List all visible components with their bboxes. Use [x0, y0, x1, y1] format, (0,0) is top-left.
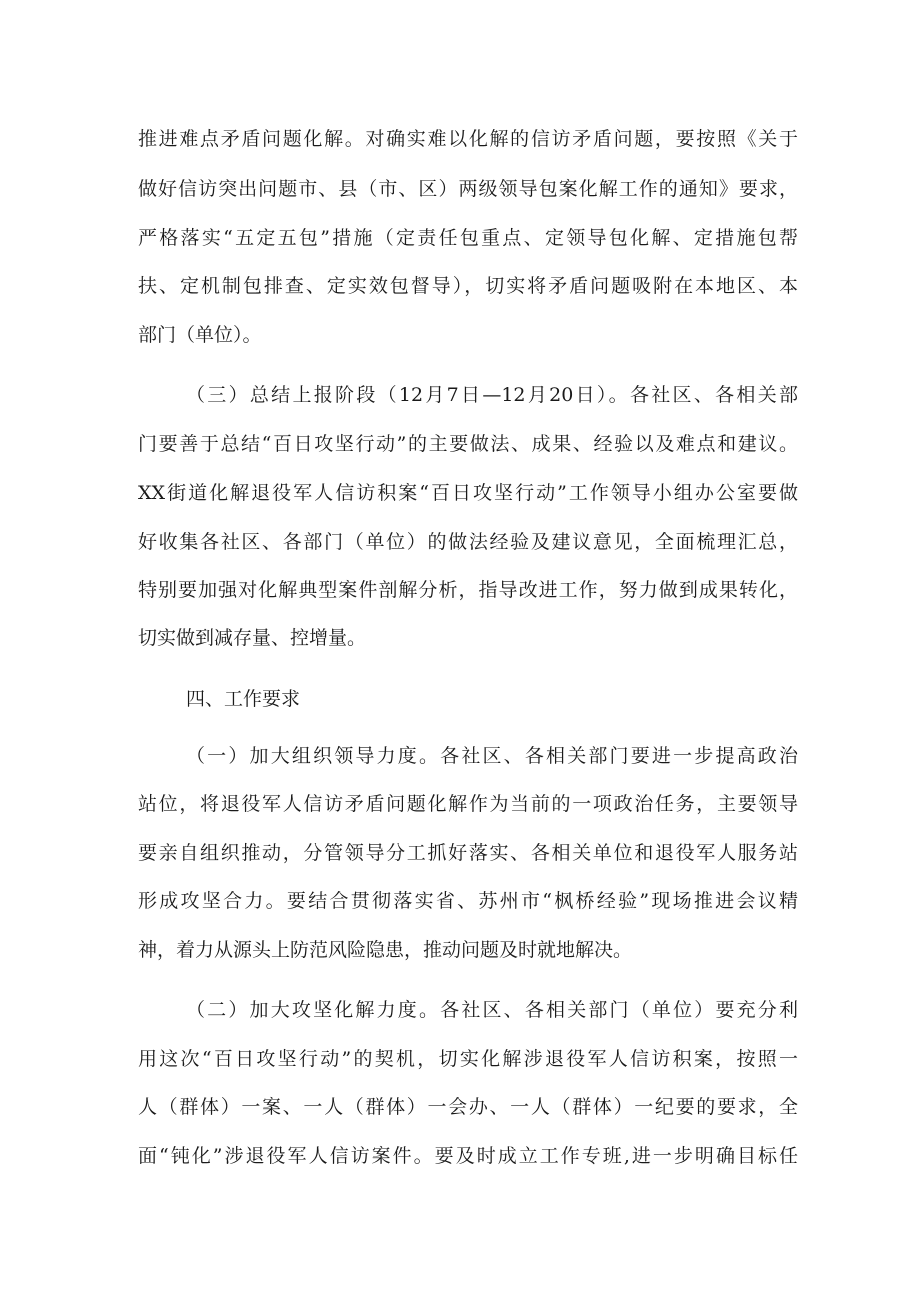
body-text-line: 严格落实“五定五包”措施（定责任包重点、定领导包化解、定措施包帮 [138, 227, 798, 249]
body-text-line: 部门（单位）。 [138, 324, 262, 346]
body-text-line: 面“钝化”涉退役军人信访案件。要及时成立工作专班,进一步明确目标任 [138, 1145, 798, 1167]
body-text-line: 推进难点矛盾问题化解。对确实难以化解的信访矛盾问题，要按照《关于 [138, 128, 798, 150]
body-text-line: 扶、定机制包排查、定实效包督导），切实将矛盾问题吸附在本地区、本 [138, 275, 798, 297]
body-text-line: （二）加大攻坚化解力度。各社区、各相关部门（单位）要充分利 [186, 999, 798, 1021]
body-text-line: 形成攻坚合力。要结合贯彻落实省、苏州市“枫桥经验”现场推进会议精 [138, 890, 798, 912]
body-text-line: 切实做到减存量、控增量。 [138, 627, 367, 649]
body-text-line: 要亲自组织推动，分管领导分工抓好落实、各相关单位和退役军人服务站 [138, 842, 798, 864]
body-text-line: 神，着力从源头上防范风险隐患，推动问题及时就地解决。 [138, 939, 633, 961]
body-text-line: 做好信访突出问题市、县（市、区）两级领导包案化解工作的通知》要求， [138, 178, 798, 200]
body-text-line: 站位，将退役军人信访矛盾问题化解作为当前的一项政治任务，主要领导 [138, 793, 798, 815]
body-text-line: 人（群体）一案、一人（群体）一会办、一人（群体）一纪要的要求，全 [138, 1096, 798, 1118]
body-text-line: （一）加大组织领导力度。各社区、各相关部门要进一步提高政治 [186, 745, 798, 767]
body-text-line: 门要善于总结“百日攻坚行动”的主要做法、成果、经验以及难点和建议。 [138, 433, 798, 455]
body-text-line: 好收集各社区、各部门（单位）的做法经验及建议意见，全面梳理汇总， [138, 531, 798, 553]
body-text-line: XX街道化解退役军人信访积案“百日攻坚行动”工作领导小组办公室要做 [138, 482, 798, 504]
body-text-line: 用这次“百日攻坚行动”的契机，切实化解涉退役军人信访积案，按照一 [138, 1048, 798, 1070]
body-text-line: （三）总结上报阶段（12月7日—12月20日）。各社区、各相关部 [186, 384, 798, 406]
body-text-line: 特别要加强对化解典型案件剖解分析，指导改进工作，努力做到成果转化， [138, 579, 798, 601]
section-heading: 四、工作要求 [186, 688, 301, 710]
